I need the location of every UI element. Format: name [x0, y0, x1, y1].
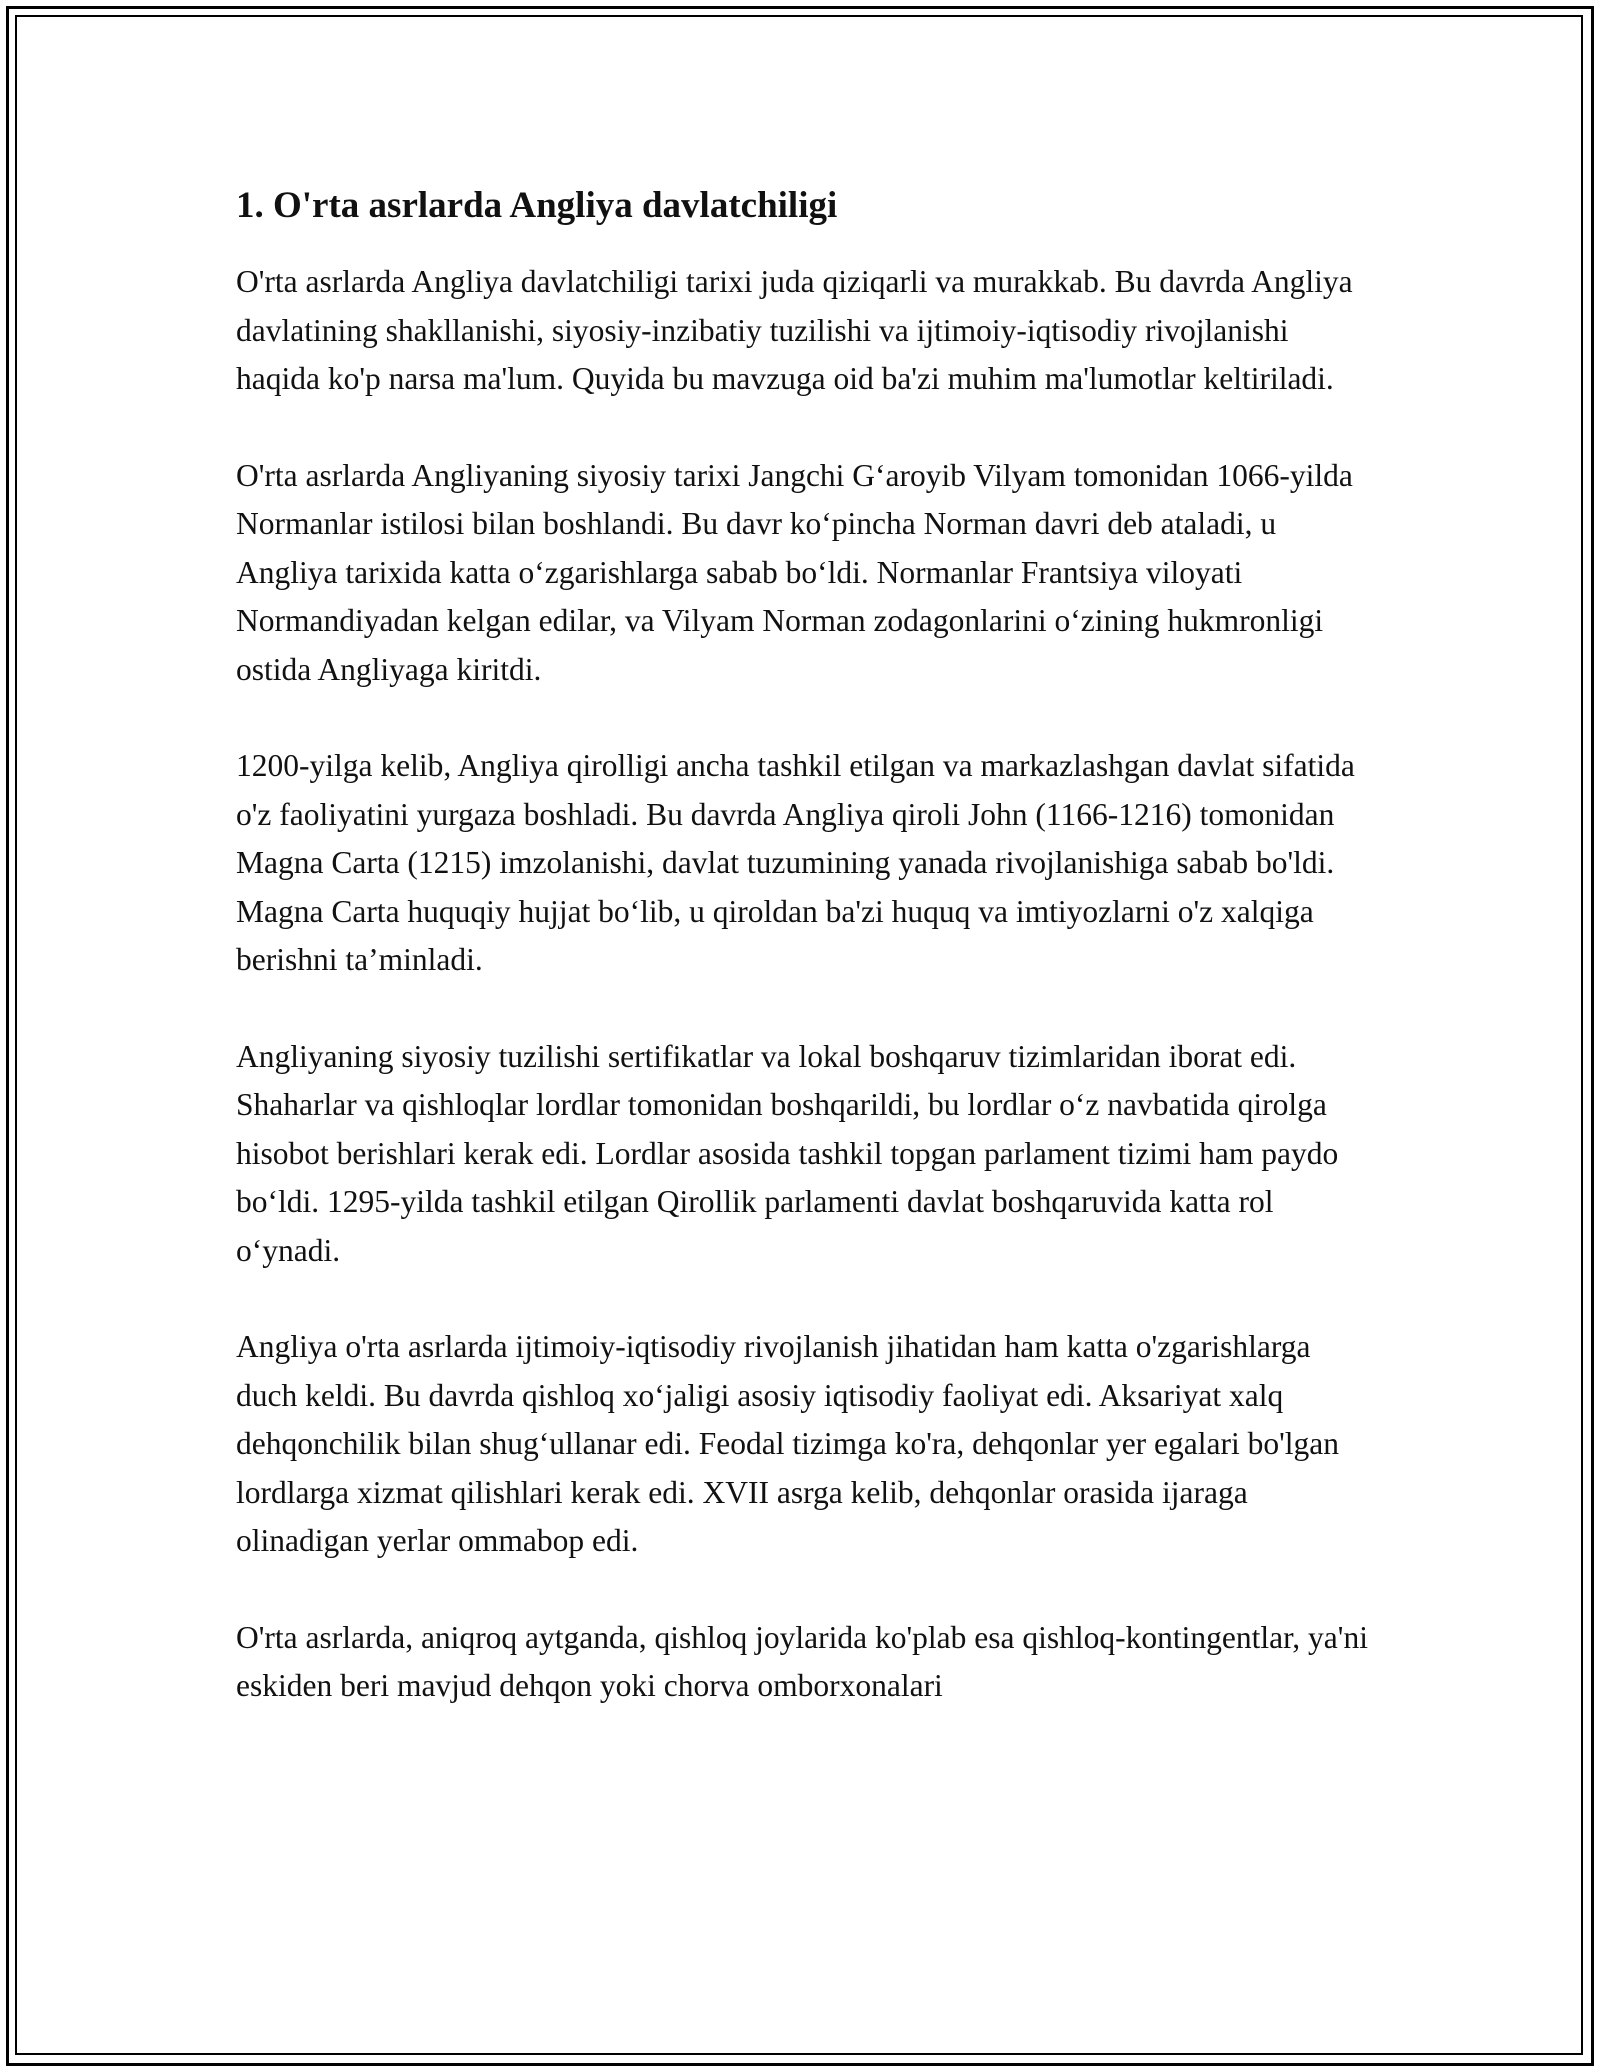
document-page — [236, 180, 1376, 1759]
paragraph-1: O'rta asrlarda Angliya davlatchiligi tarixi juda qiziqarli va murakkab. Bu davrda Angliya davlatining shakllanishi, siyosiy-inzibatiy tuzilishi va ijtimoiy-iqtisodiy rivojlanishi haqida ko'p narsa ma'lum. Quyida bu mavzuga oid ba'zi muhim ma'lumotlar keltiriladi. — [236, 264, 1353, 396]
paragraph-3: 1200-yilga kelib, Angliya qirolligi ancha tashkil etilgan va markazlashgan davlat sifatida o'z faoliyatini yurgaza boshladi. Bu davrda Angliya qiroli John (1166-1216) tomonidan Magna Carta (1215) imzolanishi, davlat tuzumining yanada rivojlanishiga sabab bo'ldi. Magna Carta huquqiy hujjat bo‘lib, u qiroldan ba'zi huquq va imtiyozlarni o'z xalqiga berishni ta’minladi. — [236, 748, 1355, 977]
paragraph-5: Angliya o'rta asrlarda ijtimoiy-iqtisodiy rivojlanish jihatidan ham katta o'zgarishlarga duch keldi. Bu davrda qishloq xo‘jaligi asosiy iqtisodiy faoliyat edi. Aksariyat xalq dehqonchilik bilan shug‘ullanar edi. Feodal tizimga ko'ra, dehqonlar yer egalari bo'lgan lordlarga xizmat qilishlari kerak edi. XVII asrga kelib, dehqonlar orasida ijaraga olinadigan yerlar ommabop edi. — [236, 1329, 1340, 1558]
page-title: 1. O'rta asrlarda Angliya davlatchiligi — [236, 185, 838, 226]
paragraph-2: O'rta asrlarda Angliyaning siyosiy tarixi Jangchi G‘aroyib Vilyam tomonidan 1066-yilda Normanlar istilosi bilan boshlandi. Bu davr ko‘pincha Norman davri deb ataladi, u Angliya tarixida katta o‘zgarishlarga sabab bo‘ldi. Normanlar Frantsiya viloyati Normandiyadan kelgan edilar, va Vilyam Norman zodagonlarini o‘zining hukmronligi ostida Angliyaga kiritdi. — [236, 457, 1353, 687]
paragraph-4: Angliyaning siyosiy tuzilishi sertifikatlar va lokal boshqaruv tizimlaridan iborat edi. Shaharlar va qishloqlar lordlar tomonidan boshqarildi, bu lordlar o‘z navbatida qirolga hisobot berishlari kerak edi. Lordlar asosida tashkil topgan parlament tizimi ham paydo bo‘ldi. 1295-yilda tashkil etilgan Qirollik parlamenti davlat boshqaruvida katta rol o‘ynadi. — [236, 1038, 1339, 1268]
paragraph-6: O'rta asrlarda, aniqroq aytganda, qishloq joylarida ko'plab esa qishloq-kontingentlar, ya'ni eskiden beri mavjud dehqon yoki chorva omborxonalari — [236, 1619, 1368, 1703]
